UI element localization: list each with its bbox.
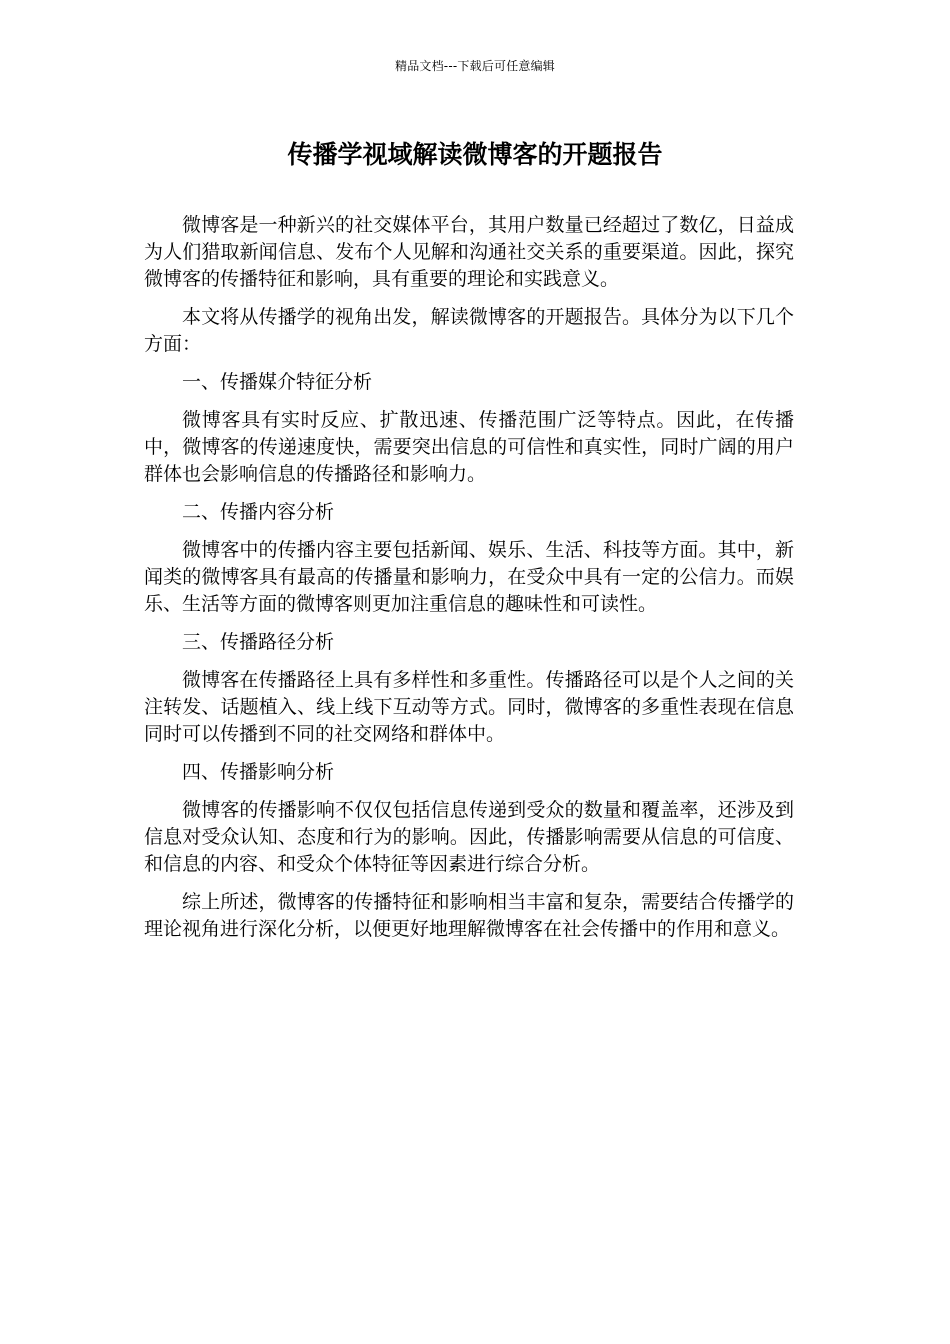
section-heading-medium: 一、传播媒介特征分析: [182, 371, 373, 393]
paragraph-conclusion: 综上所述，微博客的传播特征和影响相当丰富和复杂，需要结合传播学的理论视角进行深化分析，以便更好地理解微博客在社会传播中的作用和意义。: [144, 891, 794, 940]
paragraph-content: 微博客中的传播内容主要包括新闻、娱乐、生活、科技等方面。其中，新闻类的微博客具有最高的传播量和影响力，在受众中具有一定的公信力。而娱乐、生活等方面的微博客则更加注重信息的趣味性和可读性。: [144, 539, 794, 615]
page-header: 精品文档---下载后可任意编辑: [395, 59, 555, 73]
paragraph-medium: 微博客具有实时反应、扩散迅速、传播范围广泛等特点。因此，在传播中，微博客的传递速度快，需要突出信息的可信性和真实性，同时广阔的用户群体也会影响信息的传播路径和影响力。: [144, 409, 794, 485]
document-body: [144, 212, 794, 954]
document-title: 传播学视域解读微博客的开题报告: [287, 140, 663, 169]
paragraph-overview: 本文将从传播学的视角出发，解读微博客的开题报告。具体分为以下几个方面：: [144, 306, 794, 355]
section-heading-path: 三、传播路径分析: [182, 631, 335, 653]
paragraph-impact: 微博客的传播影响不仅仅包括信息传递到受众的数量和覆盖率，还涉及到信息对受众认知、态度和行为的影响。因此，传播影响需要从信息的可信度、和信息的内容、和受众个体特征等因素进行综合分析。: [144, 799, 794, 875]
paragraph-path: 微博客在传播路径上具有多样性和多重性。传播路径可以是个人之间的关注转发、话题植入、线上线下互动等方式。同时，微博客的多重性表现在信息同时可以传播到不同的社交网络和群体中。: [144, 669, 794, 745]
section-heading-impact: 四、传播影响分析: [182, 761, 335, 783]
section-heading-content: 二、传播内容分析: [182, 501, 335, 523]
paragraph-intro: 微博客是一种新兴的社交媒体平台，其用户数量已经超过了数亿，日益成为人们猎取新闻信息、发布个人见解和沟通社交关系的重要渠道。因此，探究微博客的传播特征和影响，具有重要的理论和实践意义。: [144, 214, 794, 290]
